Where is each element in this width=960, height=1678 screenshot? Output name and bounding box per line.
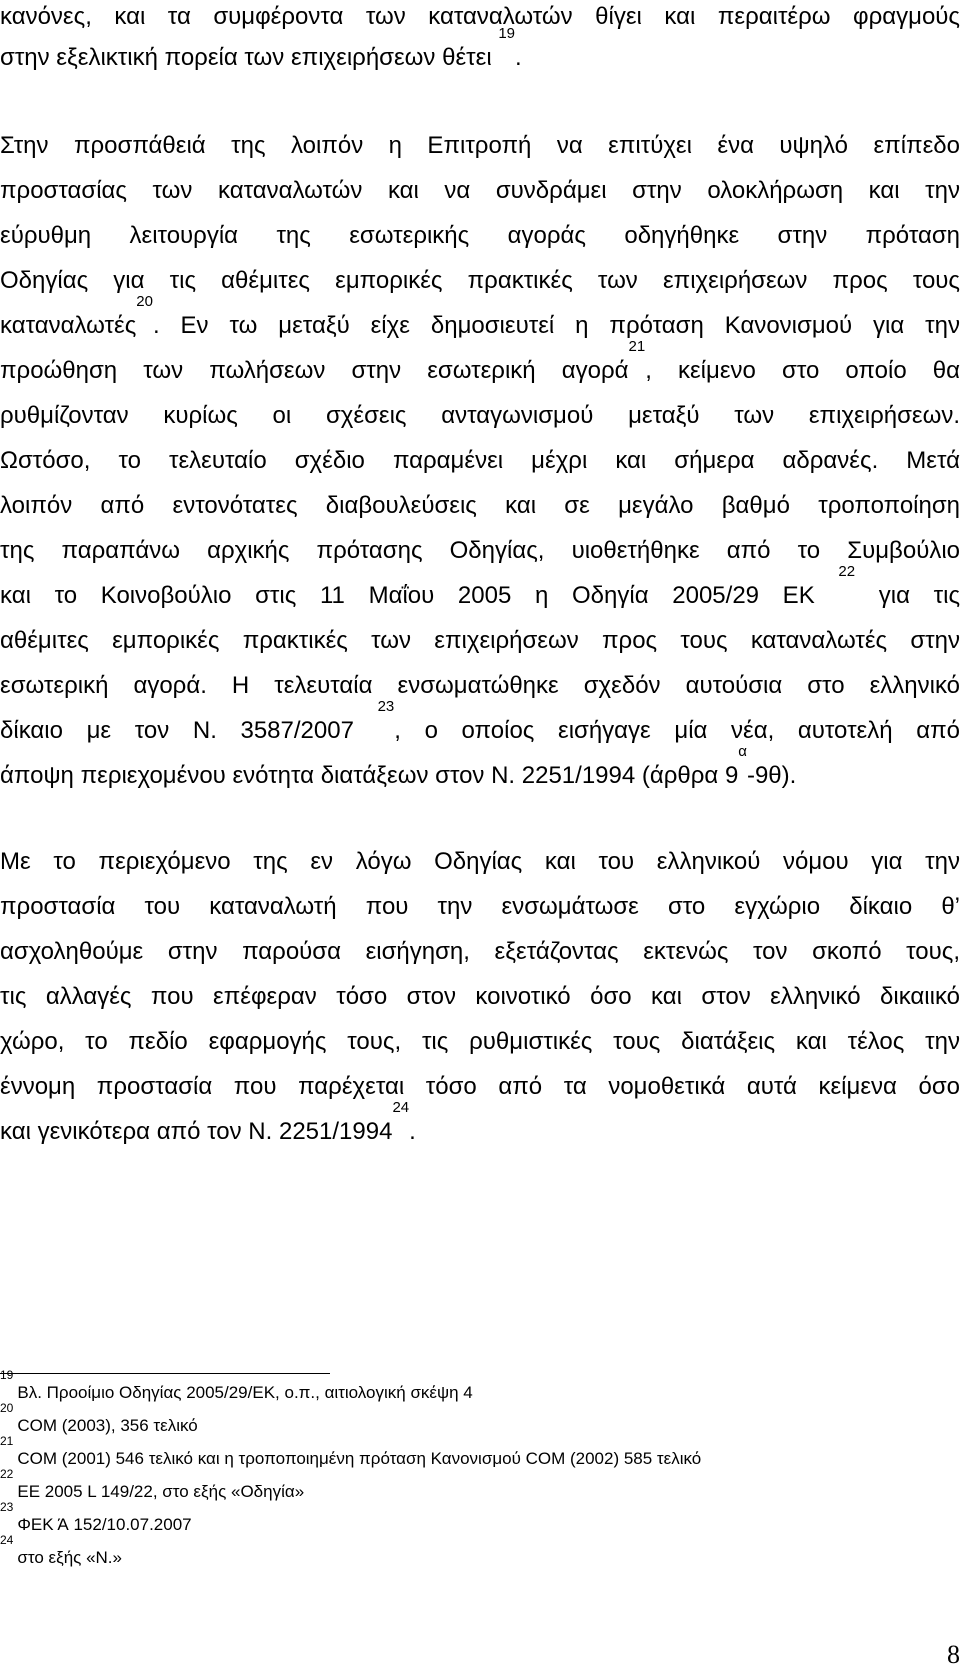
footnote-number: 19 — [0, 1368, 14, 1382]
footnote: $^{24}$στο εξής «Ν.» — [0, 1533, 122, 1567]
text-line: χώρο, το πεδίο εφαρμογής τους, τις ρυθμιστικές τους διατάξεις και τέλος την — [0, 1028, 960, 1055]
footnote-separator — [0, 1373, 330, 1374]
footnote-ref: 21 — [628, 338, 646, 355]
text-line: τις αλλαγές που επέφεραν τόσο στον κοινοτικό όσο και στον ελληνικό δικαιικό — [0, 983, 960, 1010]
footnote: $^{22}$ΕΕ 2005 L 149/22, στο εξής «Οδηγία» — [0, 1467, 305, 1501]
footnote-ref: 22 — [838, 563, 856, 580]
footnote-number: 21 — [0, 1434, 14, 1448]
text-line: λοιπόν από εντονότατες διαβουλεύσεις και σε μεγάλο βαθμό τροποποίηση — [0, 492, 960, 519]
text-line: ρυθμίζονταν κυρίως οι σχέσεις ανταγωνισμού μεταξύ των επιχειρήσεων. — [0, 402, 960, 429]
footnote-number: 20 — [0, 1401, 14, 1415]
text-line: στην εξελικτική πορεία των επιχειρήσεων θέτει $^{19}$. — [0, 25, 522, 71]
text-line: Ωστόσο, το τελευταίο σχέδιο παραμένει μέχρι και σήμερα αδρανές. Μετά — [0, 447, 960, 474]
page-number: 8 — [947, 1640, 960, 1669]
text-line: προώθηση των πωλήσεων στην εσωτερική αγορά$^{21}$, κείμενο στο οποίο θα — [0, 338, 960, 384]
footnote: $^{23}$ΦΕΚ Ά 152/10.07.2007 — [0, 1500, 192, 1534]
text-line: δίκαιο με τον Ν. 3587/2007 $^{23}$, ο οποίος εισήγαγε μία νέα, αυτοτελή από — [0, 698, 960, 744]
text-line: Στην προσπάθειά της λοιπόν η Επιτροπή να επιτύχει ένα υψηλό επίπεδο — [0, 132, 960, 159]
text-line: καταναλωτές$^{20}$. Εν τω μεταξύ είχε δημοσιευτεί η πρόταση Κανονισμού για την — [0, 293, 960, 339]
footnote-ref: 19 — [498, 25, 516, 42]
footnote-ref: 20 — [136, 293, 153, 310]
text-line: Με το περιεχόμενο της εν λόγω Οδηγίας και του ελληνικού νόμου για την — [0, 848, 960, 875]
text-line: προστασίας των καταναλωτών και να συνδράμει στην ολοκλήρωση και την — [0, 177, 960, 204]
footnote-number: 23 — [0, 1500, 14, 1514]
text-line: και γενικότερα από τον Ν. 2251/1994$^{24}$. — [0, 1099, 416, 1145]
text-line: αθέμιτες εμπορικές πρακτικές των επιχειρήσεων προς τους καταναλωτές στην — [0, 627, 960, 654]
text-line: προστασία του καταναλωτή που την ενσωμάτωσε στο εγχώριο δίκαιο θ’ — [0, 893, 960, 920]
text-line: και το Κοινοβούλιο στις 11 Μαΐου 2005 η Οδηγία 2005/29 ΕΚ $^{22}$ για τις — [0, 563, 960, 609]
text-line: κανόνες, και τα συμφέροντα των καταναλωτών θίγει και περαιτέρω φραγμούς — [0, 3, 960, 30]
footnote: $^{21}$COM (2001) 546 τελικό και η τροποποιημένη πρόταση Κανονισμού COM (2002) 585 τελικό — [0, 1434, 702, 1468]
superscript: α — [738, 743, 747, 760]
footnote-number: 24 — [0, 1533, 14, 1547]
text-line: έννομη προστασία που παρέχεται τόσο από τα νομοθετικά αυτά κείμενα όσο — [0, 1073, 960, 1100]
footnote-number: 22 — [0, 1467, 14, 1481]
footnote-ref: 24 — [392, 1099, 410, 1116]
text-line: της παραπάνω αρχικής πρότασης Οδηγίας, υιοθετήθηκε από το Συμβούλιο — [0, 537, 960, 564]
footnote: $^{20}$COM (2003), 356 τελικό — [0, 1401, 198, 1435]
text-line: Οδηγίας για τις αθέμιτες εμπορικές πρακτικές των επιχειρήσεων προς τους — [0, 267, 960, 294]
footnote: $^{19}$Βλ. Προοίμιο Οδηγίας 2005/29/ΕΚ, ο.π., αιτιολογική σκέψη 4 — [0, 1368, 473, 1402]
text-line: ασχοληθούμε στην παρούσα εισήγηση, εξετάζοντας εκτενώς τον σκοπό τους, — [0, 938, 960, 965]
text-line: εύρυθμη λειτουργία της εσωτερικής αγοράς οδηγήθηκε στην πρόταση — [0, 222, 960, 249]
text-line: εσωτερική αγορά. Η τελευταία ενσωματώθηκε σχεδόν αυτούσια στο ελληνικό — [0, 672, 960, 699]
footnote-ref: 23 — [377, 698, 395, 715]
text-line: άποψη περιεχομένου ενότητα διατάξεων στον Ν. 2251/1994 (άρθρα $9^\alpha-9\theta$). — [0, 743, 797, 789]
